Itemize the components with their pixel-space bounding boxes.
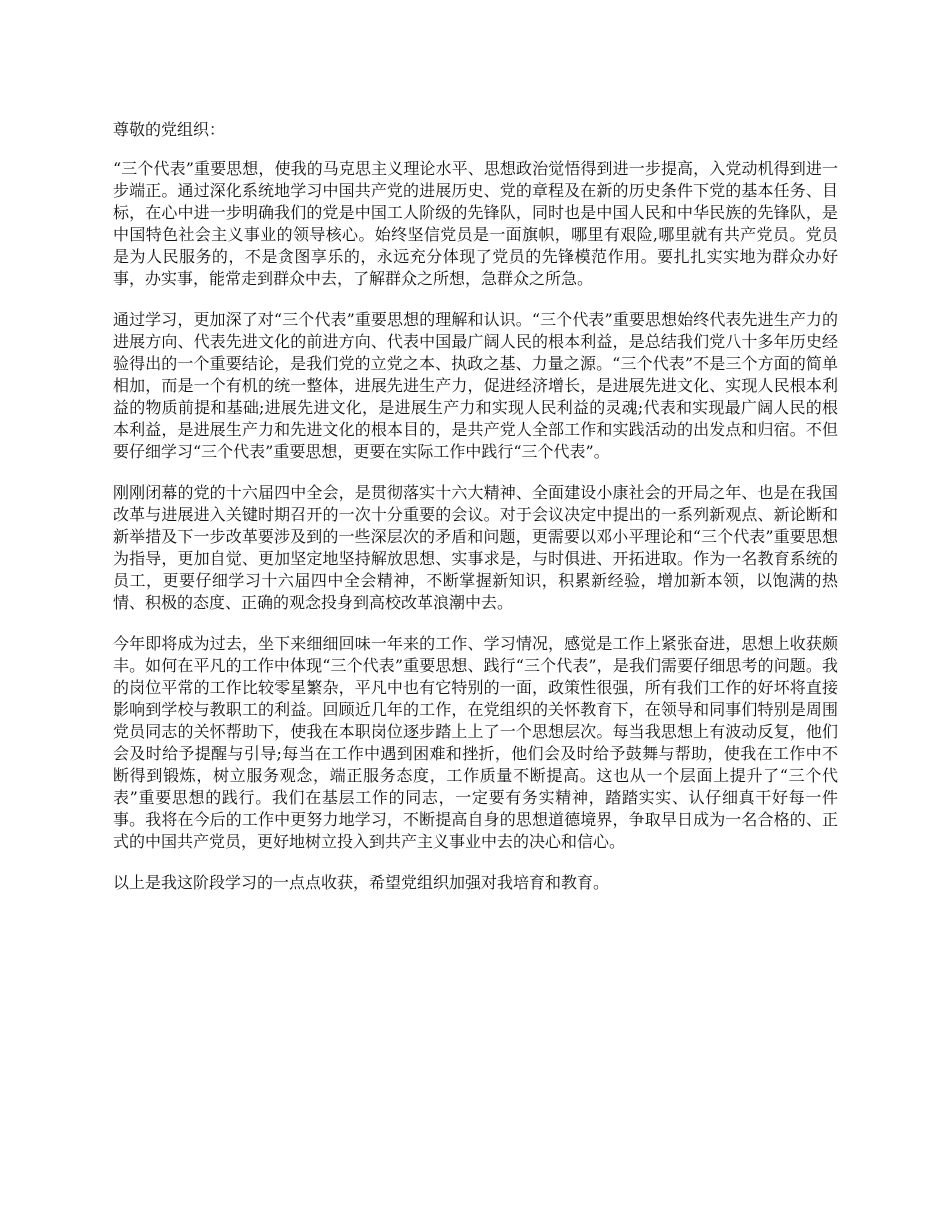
paragraph-2: 通过学习，更加深了对“三个代表”重要思想的理解和认识。“三个代表”重要思想始终代表先进生产力的进展方向、代表先进文化的前进方向、代表中国最广阔人民的根本利益，是总结我们党八十多年历史经验得出的一个重要结论，是我们党的立党之本、执政之基、力量之源。“三个代表”不是三个方面的简单相加，而是一个有机的统一整体，进展先进生产力，促进经济增长，是进展先进文化、实现人民根本利益的物质前提和基础;进展先进文化，是进展生产力和实现人民利益的灵魂;代表和实现最广阔人民的根本利益，是进展生产力和先进文化的根本目的，是共产党人全部工作和实践活动的出发点和归宿。不但要仔细学习“三个代表”重要思想，更要在实际工作中践行“三个代表”。: [113, 310, 838, 461]
paragraph-3: 刚刚闭幕的党的十六届四中全会，是贯彻落实十六大精神、全面建设小康社会的开局之年、也是在我国改革与进展进入关键时期召开的一次十分重要的会议。对于会议决定中提出的一系列新观点、新论断和新举措及下一步改革要涉及到的一些深层次的矛盾和问题，更需要以邓小平理论和“三个代表”重要思想为指导，更加自觉、更加坚定地坚持解放思想、实事求是，与时俱进、开拓进取。作为一名教育系统的员工，更要仔细学习十六届四中全会精神，不断掌握新知识，积累新经验，增加新本领，以饱满的热情、积极的态度、正确的观念投身到高校改革浪潮中去。: [113, 483, 838, 612]
document-page: [113, 119, 838, 913]
paragraph-4: 今年即将成为过去，坐下来细细回味一年来的工作、学习情况，感觉是工作上紧张奋进，思想上收获颇丰。如何在平凡的工作中体现“三个代表”重要思想、践行“三个代表”，是我们需要仔细思考的问题。我的岗位平常的工作比较零星繁杂，平凡中也有它特别的一面，政策性很强，所有我们工作的好坏将直接影响到学校与教职工的利益。回顾近几年的工作，在党组织的关怀教育下，在领导和同事们特别是周围党员同志的关怀帮助下，使我在本职岗位逐步踏上上了一个思想层次。每当我思想上有波动反复，他们会及时给予提醒与引导;每当在工作中遇到困难和挫折，他们会及时给予鼓舞与帮助，使我在工作中不断得到锻炼，树立服务观念，端正服务态度，工作质量不断提高。这也从一个层面上提升了“三个代表”重要思想的践行。我们在基层工作的同志，一定要有务实精神，踏踏实实、认仔细真干好每一件事。我将在今后的工作中更努力地学习，不断提高自身的思想道德境界，争取早日成为一名合格的、正式的中国共产党员，更好地树立投入到共产主义事业中去的决心和信心。: [113, 634, 838, 851]
paragraph-5: 以上是我这阶段学习的一点点收获，希望党组织加强对我培育和教育。: [113, 873, 610, 892]
salutation: 尊敬的党组织：: [113, 120, 226, 139]
paragraph-1: “三个代表”重要思想，使我的马克思主义理论水平、思想政治觉悟得到进一步提高，入党动机得到进一步端正。通过深化系统地学习中国共产党的进展历史、党的章程及在新的历史条件下党的基本任务、目标，在心中进一步明确我们的党是中国工人阶级的先锋队，同时也是中国人民和中华民族的先锋队，是中国特色社会主义事业的领导核心。始终坚信党员是一面旗帜，哪里有艰险,哪里就有共产党员。党员是为人民服务的，不是贪图享乐的，永远充分体现了党员的先锋模范作用。要扎扎实实地为群众办好事，办实事，能常走到群众中去，了解群众之所想，急群众之所急。: [113, 159, 838, 288]
